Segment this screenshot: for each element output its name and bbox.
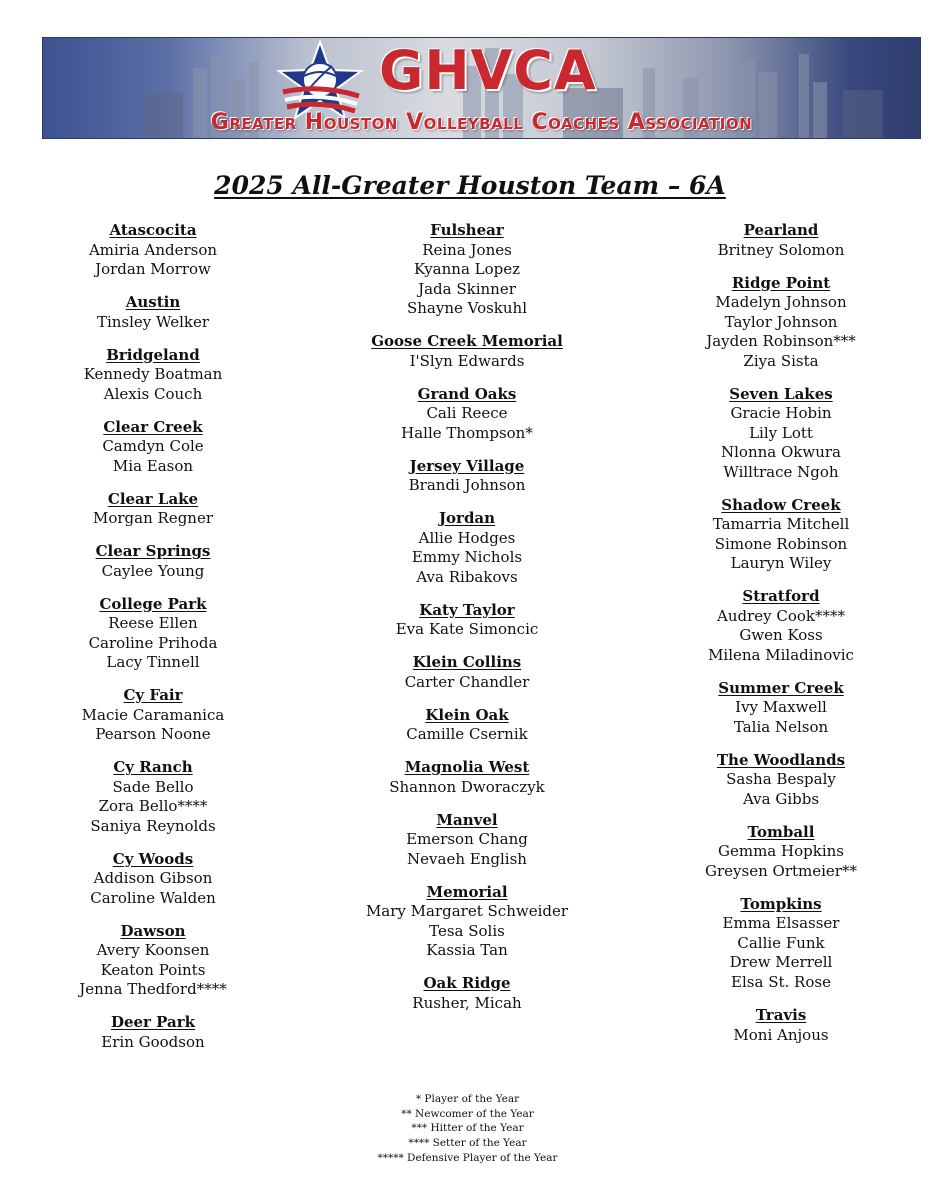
- award-legend: [0, 1092, 935, 1166]
- school-block: [322, 457, 612, 496]
- player-name: Sade Bello: [112, 777, 194, 796]
- school-name: College Park: [99, 594, 207, 613]
- player-name: Rusher, Micah: [412, 993, 522, 1012]
- player-name: Audrey Cook****: [716, 606, 845, 625]
- school-name: Grand Oaks: [417, 384, 517, 403]
- player-name: Shannon Dworaczyk: [389, 777, 545, 796]
- player-name: Willtrace Ngoh: [723, 462, 839, 481]
- school-block: [322, 221, 612, 319]
- school-name: Clear Creek: [103, 417, 203, 436]
- legend-item: *** Hitter of the Year: [411, 1122, 524, 1135]
- school-name: Ridge Point: [731, 273, 831, 292]
- player-name: Gracie Hobin: [730, 404, 832, 422]
- player-name: Amiria Anderson: [88, 240, 218, 259]
- player-name: Greysen Ortmeier**: [705, 861, 857, 880]
- school-name: Stratford: [742, 587, 820, 605]
- player-name: Britney Solomon: [717, 240, 845, 259]
- player-name: Ava Gibbs: [742, 789, 820, 808]
- column-3: [636, 221, 926, 1059]
- school-block: [322, 601, 612, 640]
- school-name: Shadow Creek: [721, 495, 841, 514]
- school-name: Klein Oak: [425, 705, 509, 724]
- player-name: Ivy Maxwell: [735, 698, 827, 716]
- school-block: [322, 332, 612, 371]
- player-name: Saniya Reynolds: [90, 816, 216, 835]
- school-name: Jordan: [438, 509, 496, 527]
- player-name: Ziya Sista: [743, 351, 819, 370]
- player-name: Jordan Morrow: [95, 260, 211, 278]
- school-name: Goose Creek Memorial: [371, 332, 563, 350]
- school-name: Manvel: [436, 810, 498, 829]
- school-name: Oak Ridge: [423, 974, 511, 992]
- ghvca-logo-text: GHVCA: [379, 39, 597, 102]
- school-name: Jersey Village: [409, 456, 525, 475]
- player-name: Jayden Robinson***: [706, 332, 856, 350]
- player-name: Gwen Koss: [739, 626, 823, 644]
- school-name: Katy Taylor: [419, 600, 515, 619]
- school-block: [636, 587, 926, 665]
- player-name: Drew Merrell: [729, 953, 833, 971]
- association-name: Greater Houston Volleyball Coaches Association: [210, 110, 753, 135]
- school-block: [636, 496, 926, 574]
- school-block: [8, 418, 298, 477]
- player-name: Cali Reece: [426, 404, 508, 422]
- player-name: Mary Margaret Schweider: [365, 902, 569, 920]
- player-name: Simone Robinson: [714, 534, 848, 553]
- player-name: Kyanna Lopez: [413, 260, 521, 278]
- player-name: Macie Caramanica: [81, 705, 225, 724]
- column-2: [322, 221, 612, 1027]
- legend-item: **** Setter of the Year: [408, 1137, 527, 1150]
- school-name: The Woodlands: [716, 750, 846, 769]
- player-name: Nevaeh English: [407, 849, 527, 868]
- player-name: Shayne Voskuhl: [406, 299, 528, 317]
- school-block: [636, 221, 926, 260]
- page-title: 2025 All-Greater Houston Team – 6A: [214, 171, 726, 200]
- school-name: Tompkins: [740, 894, 822, 913]
- school-name: Pearland: [743, 221, 819, 239]
- school-block: [8, 758, 298, 836]
- player-name: Camdyn Cole: [102, 437, 204, 455]
- school-block: [8, 293, 298, 332]
- school-block: [322, 758, 612, 797]
- school-block: [636, 1006, 926, 1045]
- school-block: [322, 385, 612, 444]
- school-name: Clear Springs: [95, 542, 211, 560]
- legend-item: ***** Defensive Player of the Year: [377, 1151, 558, 1164]
- player-name: Avery Koonsen: [96, 941, 210, 959]
- school-block: [8, 542, 298, 581]
- player-name: Reese Ellen: [108, 614, 198, 632]
- player-name: Zora Bello****: [98, 797, 208, 815]
- player-name: Camille Csernik: [406, 725, 528, 743]
- school-name: Magnolia West: [404, 758, 530, 776]
- player-name: Kassia Tan: [426, 941, 508, 959]
- player-name: Halle Thompson*: [401, 423, 533, 442]
- player-name: Allie Hodges: [418, 528, 516, 547]
- player-name: Moni Anjous: [733, 1025, 829, 1044]
- player-name: Emerson Chang: [406, 830, 528, 848]
- player-name: Emma Elsasser: [722, 914, 840, 932]
- player-name: Addison Gibson: [93, 869, 213, 887]
- player-name: Tinsley Welker: [96, 312, 210, 331]
- school-block: [8, 346, 298, 405]
- player-name: Carter Chandler: [404, 672, 530, 691]
- player-name: Gemma Hopkins: [718, 842, 844, 860]
- player-name: Keaton Points: [100, 960, 206, 979]
- player-name: Nlonna Okwura: [721, 443, 841, 461]
- school-block: [636, 679, 926, 738]
- player-name: Alexis Couch: [103, 384, 203, 403]
- school-name: Cy Fair: [123, 686, 183, 704]
- school-block: [8, 221, 298, 280]
- school-name: Seven Lakes: [729, 384, 833, 403]
- school-name: Fulshear: [430, 221, 504, 239]
- school-block: [636, 895, 926, 993]
- school-name: Dawson: [120, 921, 186, 940]
- player-name: I'Slyn Edwards: [409, 351, 525, 370]
- player-name: Caroline Walden: [90, 888, 216, 907]
- player-name: Reina Jones: [422, 240, 512, 259]
- school-block: [322, 974, 612, 1013]
- school-block: [8, 490, 298, 529]
- school-block: [8, 850, 298, 909]
- player-name: Callie Funk: [737, 933, 825, 952]
- player-name: Emmy Nichols: [411, 548, 523, 566]
- school-name: Summer Creek: [718, 678, 844, 697]
- school-block: [322, 883, 612, 961]
- player-name: Brandi Johnson: [408, 476, 526, 494]
- school-name: Memorial: [426, 882, 508, 901]
- player-name: Tesa Solis: [429, 921, 505, 940]
- player-name: Kennedy Boatman: [83, 365, 223, 383]
- player-name: Erin Goodson: [101, 1032, 205, 1051]
- player-name: Mia Eason: [112, 456, 194, 475]
- school-name: Clear Lake: [107, 489, 199, 508]
- column-1: [8, 221, 298, 1066]
- school-name: Austin: [125, 293, 181, 311]
- school-block: [8, 595, 298, 673]
- player-name: Madelyn Johnson: [715, 293, 847, 311]
- school-block: [8, 686, 298, 745]
- player-name: Ava Ribakovs: [416, 567, 518, 586]
- player-name: Jenna Thedford****: [79, 980, 227, 998]
- player-name: Eva Kate Simoncic: [395, 620, 539, 638]
- player-name: Jada Skinner: [418, 279, 516, 298]
- school-name: Bridgeland: [106, 345, 200, 364]
- school-name: Deer Park: [110, 1013, 196, 1031]
- school-block: [636, 823, 926, 882]
- player-name: Caylee Young: [101, 561, 205, 580]
- school-block: [322, 811, 612, 870]
- legend-item: * Player of the Year: [415, 1093, 520, 1105]
- school-block: [8, 1013, 298, 1052]
- player-name: Lacy Tinnell: [106, 653, 200, 671]
- school-block: [8, 922, 298, 1000]
- player-name: Lily Lott: [749, 423, 813, 442]
- player-name: Lauryn Wiley: [730, 554, 832, 572]
- player-name: Taylor Johnson: [724, 312, 838, 331]
- player-name: Pearson Noone: [95, 725, 211, 743]
- school-name: Travis: [755, 1006, 807, 1024]
- school-block: [636, 385, 926, 483]
- school-name: Klein Collins: [412, 653, 522, 671]
- player-name: Tamarria Mitchell: [712, 515, 850, 533]
- school-name: Tomball: [747, 822, 815, 841]
- school-name: Cy Woods: [112, 849, 194, 868]
- school-block: [322, 509, 612, 587]
- school-block: [636, 751, 926, 810]
- school-block: [322, 706, 612, 745]
- school-block: [322, 653, 612, 692]
- player-name: Talia Nelson: [733, 717, 829, 736]
- legend-item: ** Newcomer of the Year: [401, 1107, 534, 1120]
- school-block: [636, 274, 926, 372]
- header-banner: [42, 37, 921, 139]
- player-name: Caroline Prihoda: [88, 633, 218, 652]
- school-name: Cy Ranch: [113, 758, 193, 776]
- school-name: Atascocita: [109, 221, 197, 239]
- player-name: Morgan Regner: [92, 509, 213, 527]
- player-name: Elsa St. Rose: [731, 972, 831, 991]
- player-name: Milena Miladinovic: [708, 645, 854, 664]
- player-name: Sasha Bespaly: [726, 770, 836, 788]
